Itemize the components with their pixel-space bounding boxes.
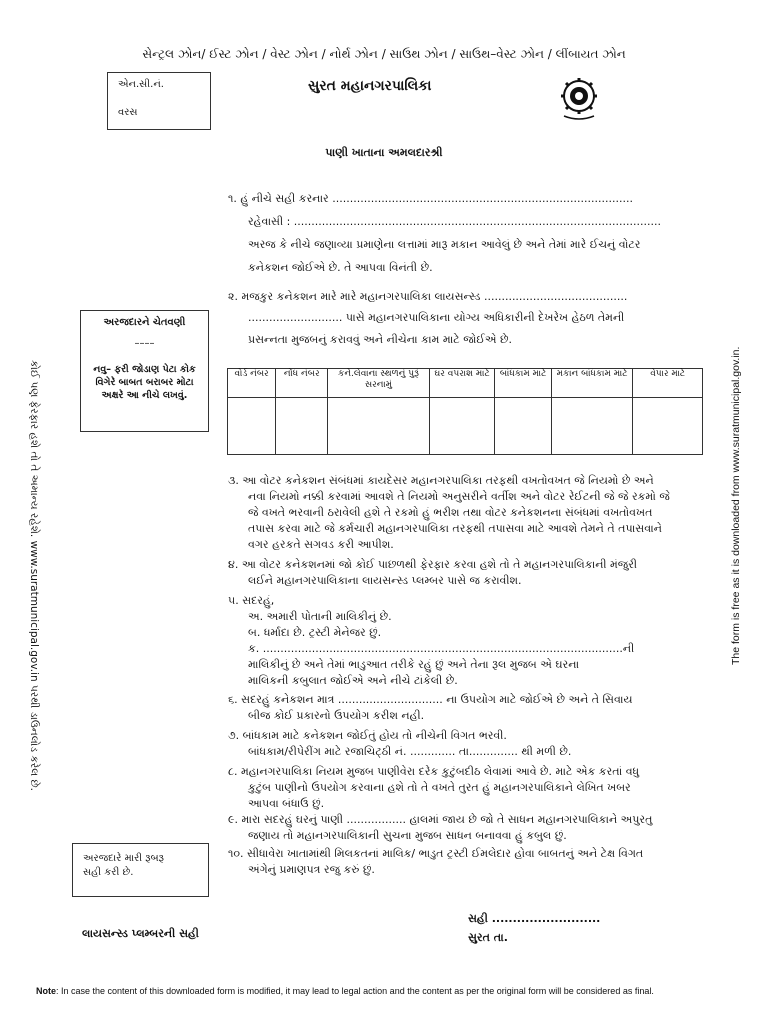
clause-4-line-1: ૪. આ વોટર કનેકશનમાં જો કોઈ પાછળથી ફેરફાર કરવા હશે તો તે મહાનગરપાલિકાની મંજુરી xyxy=(228,558,638,571)
table-header: વેપાર માટે xyxy=(633,369,703,398)
clause-3-line-3: જે વખતે ભરવાની ઠરાવેલી હશે તે રકમો હું ભરીશ તથા વોટર કનેકશનના સંબંધમાં વખતોવખત xyxy=(248,506,653,519)
signature-line: સહી .......................... xyxy=(468,912,601,925)
para-1-line-3: અરજ કે નીચે જણાવ્યા પ્રમાણેના લત્તામાં મારૂ મકાન આવેલું છે અને તેમાં મારે ઈચનું વોટર xyxy=(248,238,641,251)
clause-7-line-2: બાંધકામ/રીપેરીંગ માટે રજાચિટ્ઠી નં. ............. તા.............. થી મળી છે. xyxy=(248,745,572,758)
para-2-line-2: ........................... પાસે મહાનગરપાલિકાના યોગ્ય અધિકારીની દેખરેખ હેઠળ તેમની xyxy=(248,311,625,324)
table-header: મકાન બાંધકામ માટે xyxy=(551,369,633,398)
clause-9-line-2: જણાય તો મહાનગરપાલિકાની સુચના મુજબ સાધન બનાવવા હું કબુલ છું. xyxy=(248,829,567,842)
table-cell[interactable] xyxy=(633,398,703,455)
zone-list: સેન્ટ્રલ ઝોન/ ઈસ્ટ ઝોન / વેસ્ટ ઝોન / નોર્થ ઝોન / સાઉથ ઝોન / સાઉથ–વેસ્ટ ઝોન / લીંબાયત ઝોન xyxy=(142,47,626,61)
para-1-line-4: કનેકશન જોઈએ છે. તે આપવા વિનંતી છે. xyxy=(248,261,433,274)
nc-number-box xyxy=(107,72,211,130)
clause-6-line-1: ૬. સદરહું કનેકશન માત્ર .............................. ના ઉપયોગ માટે જોઈએ છે અને તે સિવાય xyxy=(228,693,633,706)
sign-box-line-2: સહી કરી છે. xyxy=(83,867,134,878)
page-title: સુરત મહાનગરપાલિકા xyxy=(308,78,432,94)
clause-3-line-2: નવા નિયમો નક્કી કરવામાં આવશે તે નિયમો અનુસરીને વર્તીશ અને વોટર રેઈટની જે જે રકમો જે xyxy=(248,490,670,503)
clause-6-line-2: બીજ કોઈ પ્રકારનો ઉપયોગ કરીશ નહી. xyxy=(248,709,425,722)
side-note-right: The form is free as it is downloaded from www.suratmunicipal.gov.in. xyxy=(730,346,742,665)
table-cell[interactable] xyxy=(495,398,551,455)
side-note-left: કોઈ પણ ફેરફાર હશે તો તે અમાન્ય રહેશે. www.suratmunicipal.gov.in પરથી ડાઉનલોડ કરેલ છે. xyxy=(28,360,40,791)
table-cell[interactable] xyxy=(551,398,633,455)
applicant-warning-box xyxy=(80,310,209,432)
table-header: બાંધકામ માટે xyxy=(495,369,551,398)
clause-5-option-b: બ. ધર્માદા છે. ટ્રસ્ટી મેનેજર છું. xyxy=(248,626,382,639)
clause-3-line-4: તપાસ કરવા માટે જે કર્મચારી મહાનગરપાલિકા તરફથી તપાસવા માટે આવશે તેમને તે તપાસવાને xyxy=(248,522,662,535)
table-header: કને.લેવાના સ્થળનું પુરૂં સરનામું xyxy=(328,369,429,398)
warning-text: નવુ– ફરી જોડાણ પેટા કોક વિગેરે બાબત બરાબર મોટા અક્ષરે આ નીચે લખવું. xyxy=(93,364,196,401)
note-text: : In case the content of this downloaded form is modified, it may lead to legal action and the content as per the original form will be considered as final. xyxy=(56,986,654,996)
para-1-line-1: ૧. હું નીચે સહી કરનાર ...................................................................................... xyxy=(228,192,633,205)
warning-title: અરજદારને ચેતવણી xyxy=(103,317,186,328)
clause-10-line-2: અંગેનું પ્રમાણપત્ર રજુ કરું છું. xyxy=(248,863,375,876)
clause-7-line-1: ૭. બાંધકામ માટે કનેકશન જોઈતું હોય તો નીચેની વિગત ભરવી. xyxy=(228,729,507,742)
legal-note xyxy=(36,986,654,996)
clause-8-line-2: કુટુંબ પાણીનો ઉપયોગ કરવાના હશે તો તે વખતે તુરત હું મહાનગરપાલિકાને લેખિત ખબર xyxy=(248,781,631,794)
nc-number-label: એન.સી.નં. xyxy=(118,79,164,90)
connection-details-table xyxy=(227,368,703,455)
clause-5-option-a: અ. અમારી પોતાની માલિકીનું છે. xyxy=(248,610,392,623)
para-1-line-2: રહેવાસી : ......................................................................................................... xyxy=(248,215,661,228)
para-2-line-3: પ્રસન્નતા મુજબનું કરાવવું અને નીચેના કામ માટે જોઈએ છે. xyxy=(248,333,512,346)
clause-10-line-1: ૧૦. સીધાવેરા ખાતામાંથી મિલકતનાં માલિક/ ભાડુત ટ્રસ્ટી ઈમલેદાર હોવા બાબતનું અને ટેક્ષ વિગત xyxy=(228,847,644,860)
table-cell[interactable] xyxy=(429,398,495,455)
clause-5-line-5: માલિકીનું છે અને તેમાં ભાડુઆત તરીકે રહું છું અને તેના રૂલ મુજબ એ ઘરના xyxy=(248,658,580,671)
smc-emblem-icon xyxy=(556,76,602,122)
clause-3-line-1: ૩. આ વોટર કનેકશન સંબંધમાં કાયદેસર મહાનગરપાલિકા તરફથી વખતોવખત જે નિયમો છે અને xyxy=(228,474,654,487)
year-label: વરસ xyxy=(118,107,138,118)
warning-dash: –––– xyxy=(134,338,155,349)
table-row xyxy=(228,398,703,455)
place-date-label: સુરત તા. xyxy=(468,931,508,944)
clause-8-line-3: આપવા બંધાઉ છું. xyxy=(248,797,325,810)
plumber-signature-label: લાયસન્સ્ડ પ્લમ્બરની સહી xyxy=(82,927,199,940)
sign-box-line-1: અરજદારે મારી રૂબરૂ xyxy=(83,853,164,864)
table-cell[interactable] xyxy=(328,398,429,455)
para-2-line-1: ૨. મજકુર કનેકશન મારે મારે મહાનગરપાલિકા લાયસન્સ્ડ ......................................... xyxy=(228,290,628,303)
clause-5-option-c: ક. .......................................................................................................ની xyxy=(248,642,635,655)
table-cell[interactable] xyxy=(228,398,276,455)
clause-5-line-6: માલિકની કબુલાત જોઈએ અને નીચે ટાંકેલી છે. xyxy=(248,674,458,687)
clause-3-line-5: વગર હરકતે સગવડ કરી આપીશ. xyxy=(248,538,394,551)
table-header-row xyxy=(228,369,703,398)
table-cell[interactable] xyxy=(276,398,328,455)
clause-5-line-1: ૫. સદરહું, xyxy=(228,594,275,607)
clause-4-line-2: લઈને મહાનગરપાલિકાના લાયસન્સ્ડ પ્લમ્બર પાસે જ કરાવીશ. xyxy=(248,574,522,587)
applicant-signature-box xyxy=(72,843,209,897)
clause-9-line-1: ૯. મારા સદરહું ઘરનું પાણી ................. હાલમાં જાય છે જો તે સાધન મહાનગરપાલિકાને અપુરતુ xyxy=(228,813,653,826)
note-label: Note xyxy=(36,986,56,996)
table-header: નોંધ નંબર xyxy=(276,369,328,398)
form-heading: પાણી ખાતાના અમલદારશ્રી xyxy=(325,146,443,159)
clause-8-line-1: ૮. મહાનગરપાલિકા નિયમ મુજબ પાણીવેરા દરેક કુટુંબદીઠ લેવામાં આવે છે. માટે એક કરતાં વધુ xyxy=(228,765,640,778)
table-header: વોર્ડ નંબર xyxy=(228,369,276,398)
table-header: ઘર વપરાશ માટે xyxy=(429,369,495,398)
